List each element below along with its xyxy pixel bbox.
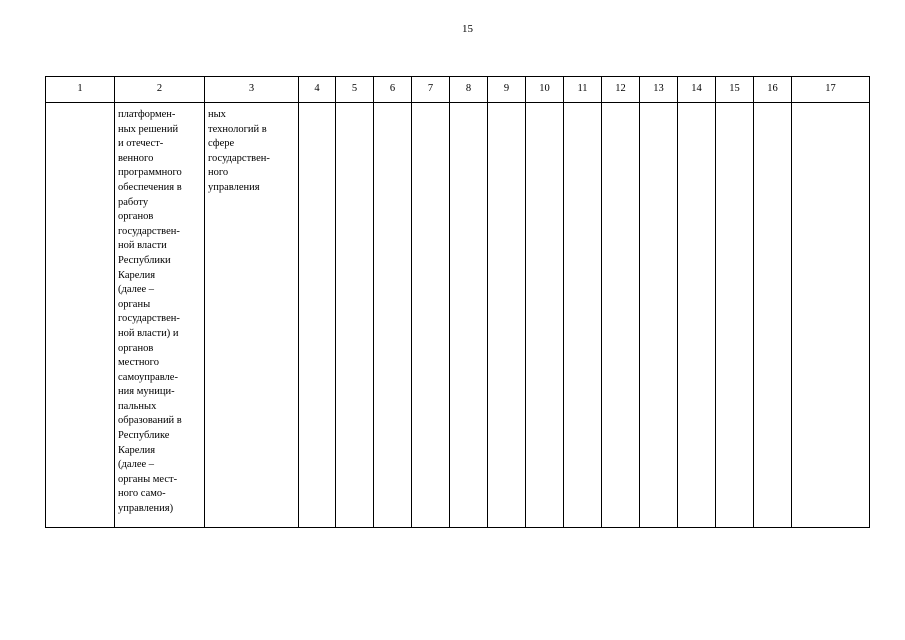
column-header: 17 [792,77,870,103]
table-row [46,103,870,528]
table-cell-col2 [115,103,205,528]
column-header: 4 [299,77,336,103]
column-header: 1 [46,77,115,103]
column-header: 3 [205,77,299,103]
column-header: 6 [374,77,412,103]
column-header: 2 [115,77,205,103]
column-header: 11 [564,77,602,103]
table-cell-empty [299,103,336,528]
column-header: 9 [488,77,526,103]
table-cell-empty [754,103,792,528]
table-cell-empty [640,103,678,528]
cell-text [46,103,114,108]
table-cell-empty [488,103,526,528]
column-header: 5 [336,77,374,103]
cell-text: платформен- ных решений и отечест- венного программного обеспечения в работу органов государствен- ной власти Республики Карелия (далее – органы государствен- ной власти) и органов местного самоуправле- ния муници- пальных образований в Республике Карелия (далее – органы мест- ного само- управления) [118,109,182,515]
page-number: 15 [462,23,473,35]
table-cell-empty [716,103,754,528]
table-cell-col1 [46,103,115,528]
table-header-row [46,77,870,103]
table-cell-empty [526,103,564,528]
column-header: 15 [716,77,754,103]
column-header: 14 [678,77,716,103]
column-header: 16 [754,77,792,103]
table-cell-empty [564,103,602,528]
data-table [45,76,870,528]
table-cell-empty [336,103,374,528]
table-cell-empty [412,103,450,528]
table-cell-empty [792,103,870,528]
table-cell-col3 [205,103,299,528]
column-header: 10 [526,77,564,103]
column-header: 8 [450,77,488,103]
table-cell-empty [374,103,412,528]
table-cell-empty [450,103,488,528]
column-header: 7 [412,77,450,103]
table-cell-empty [678,103,716,528]
column-header: 12 [602,77,640,103]
table-cell-empty [602,103,640,528]
cell-text: ных технологий в сфере государствен- ного управления [208,109,270,193]
column-header: 13 [640,77,678,103]
